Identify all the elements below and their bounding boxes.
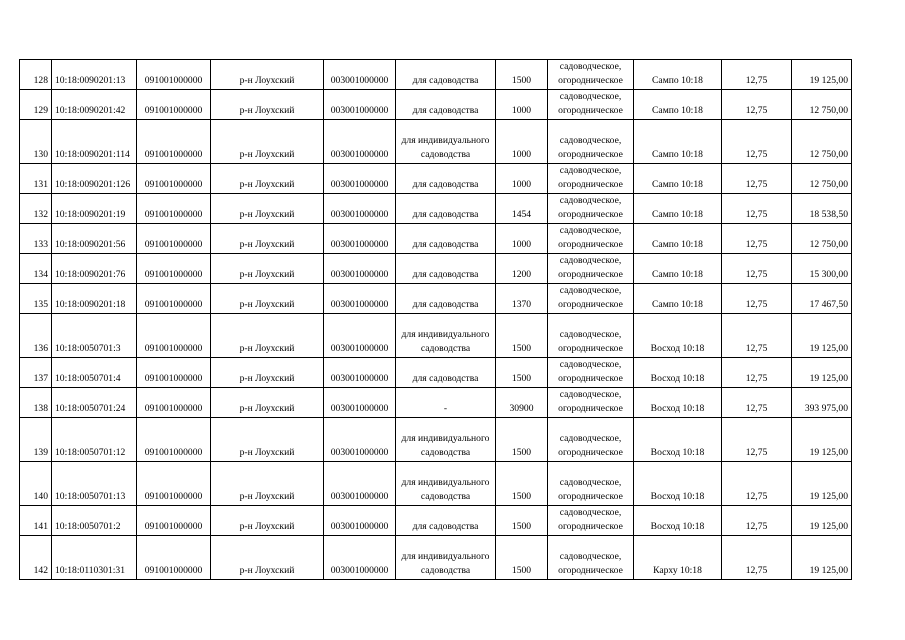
- territory-code-cell: 003001000000: [324, 358, 396, 388]
- cadastral-value-cell: 12 750,00: [792, 164, 852, 194]
- area-cell: 1500: [496, 462, 548, 506]
- permitted-use-cell: для садоводства: [396, 284, 496, 314]
- cadastral-number-cell: 10:18:0090201:56: [52, 224, 137, 254]
- area-cell: 1000: [496, 164, 548, 194]
- land-register-table: [19, 59, 852, 580]
- cadastral-zone-cell: Восход 10:18: [634, 462, 722, 506]
- okato-code-cell: 091001000000: [137, 418, 211, 462]
- table-row: [20, 462, 852, 506]
- cadastral-value-cell: 19 125,00: [792, 358, 852, 388]
- territory-code-cell: 003001000000: [324, 284, 396, 314]
- land-category-cell: садоводческое, огородническое: [548, 224, 634, 254]
- district-cell: р-н Лоухский: [211, 284, 324, 314]
- cadastral-zone-cell: Сампо 10:18: [634, 120, 722, 164]
- cadastral-zone-cell: Восход 10:18: [634, 506, 722, 536]
- district-cell: р-н Лоухский: [211, 462, 324, 506]
- cadastral-zone-cell: Сампо 10:18: [634, 254, 722, 284]
- row-number-cell: 141: [20, 506, 52, 536]
- row-number-cell: 131: [20, 164, 52, 194]
- territory-code-cell: 003001000000: [324, 224, 396, 254]
- table-row: [20, 284, 852, 314]
- okato-code-cell: 091001000000: [137, 194, 211, 224]
- specific-value-cell: 12,75: [722, 462, 792, 506]
- specific-value-cell: 12,75: [722, 358, 792, 388]
- table-row: [20, 194, 852, 224]
- district-cell: р-н Лоухский: [211, 388, 324, 418]
- district-cell: р-н Лоухский: [211, 120, 324, 164]
- permitted-use-cell: для садоводства: [396, 224, 496, 254]
- table-row: [20, 506, 852, 536]
- okato-code-cell: 091001000000: [137, 536, 211, 580]
- district-cell: р-н Лоухский: [211, 60, 324, 90]
- specific-value-cell: 12,75: [722, 164, 792, 194]
- area-cell: 1000: [496, 90, 548, 120]
- territory-code-cell: 003001000000: [324, 120, 396, 164]
- table-row: [20, 536, 852, 580]
- land-category-cell: садоводческое, огородническое: [548, 358, 634, 388]
- land-category-cell: садоводческое, огородническое: [548, 418, 634, 462]
- area-cell: 1000: [496, 224, 548, 254]
- cadastral-value-cell: 19 125,00: [792, 536, 852, 580]
- row-number-cell: 132: [20, 194, 52, 224]
- okato-code-cell: 091001000000: [137, 254, 211, 284]
- permitted-use-cell: для садоводства: [396, 60, 496, 90]
- cadastral-zone-cell: Сампо 10:18: [634, 164, 722, 194]
- cadastral-value-cell: 19 125,00: [792, 506, 852, 536]
- cadastral-zone-cell: Сампо 10:18: [634, 284, 722, 314]
- table-row: [20, 418, 852, 462]
- territory-code-cell: 003001000000: [324, 536, 396, 580]
- land-category-cell: садоводческое, огородническое: [548, 120, 634, 164]
- permitted-use-cell: для садоводства: [396, 358, 496, 388]
- table-row: [20, 60, 852, 90]
- specific-value-cell: 12,75: [722, 224, 792, 254]
- cadastral-value-cell: 12 750,00: [792, 90, 852, 120]
- specific-value-cell: 12,75: [722, 194, 792, 224]
- row-number-cell: 142: [20, 536, 52, 580]
- row-number-cell: 139: [20, 418, 52, 462]
- cadastral-number-cell: 10:18:0050701:12: [52, 418, 137, 462]
- cadastral-number-cell: 10:18:0090201:19: [52, 194, 137, 224]
- row-number-cell: 134: [20, 254, 52, 284]
- cadastral-number-cell: 10:18:0090201:126: [52, 164, 137, 194]
- territory-code-cell: 003001000000: [324, 254, 396, 284]
- territory-code-cell: 003001000000: [324, 388, 396, 418]
- cadastral-value-cell: 393 975,00: [792, 388, 852, 418]
- cadastral-zone-cell: Восход 10:18: [634, 358, 722, 388]
- specific-value-cell: 12,75: [722, 388, 792, 418]
- cadastral-zone-cell: Карху 10:18: [634, 536, 722, 580]
- specific-value-cell: 12,75: [722, 90, 792, 120]
- table-row: [20, 388, 852, 418]
- row-number-cell: 128: [20, 60, 52, 90]
- table-row: [20, 164, 852, 194]
- cadastral-zone-cell: Восход 10:18: [634, 418, 722, 462]
- row-number-cell: 140: [20, 462, 52, 506]
- district-cell: р-н Лоухский: [211, 314, 324, 358]
- cadastral-zone-cell: Сампо 10:18: [634, 224, 722, 254]
- specific-value-cell: 12,75: [722, 506, 792, 536]
- cadastral-zone-cell: Сампо 10:18: [634, 194, 722, 224]
- area-cell: 1500: [496, 314, 548, 358]
- cadastral-value-cell: 15 300,00: [792, 254, 852, 284]
- territory-code-cell: 003001000000: [324, 164, 396, 194]
- specific-value-cell: 12,75: [722, 314, 792, 358]
- land-category-cell: садоводческое, огородническое: [548, 284, 634, 314]
- cadastral-zone-cell: Восход 10:18: [634, 388, 722, 418]
- table-row: [20, 120, 852, 164]
- cadastral-number-cell: 10:18:0090201:114: [52, 120, 137, 164]
- district-cell: р-н Лоухский: [211, 194, 324, 224]
- row-number-cell: 138: [20, 388, 52, 418]
- permitted-use-cell: для садоводства: [396, 506, 496, 536]
- row-number-cell: 130: [20, 120, 52, 164]
- cadastral-number-cell: 10:18:0090201:42: [52, 90, 137, 120]
- land-category-cell: садоводческое, огородническое: [548, 60, 634, 90]
- okato-code-cell: 091001000000: [137, 314, 211, 358]
- cadastral-number-cell: 10:18:0110301:31: [52, 536, 137, 580]
- area-cell: 1500: [496, 418, 548, 462]
- row-number-cell: 136: [20, 314, 52, 358]
- district-cell: р-н Лоухский: [211, 418, 324, 462]
- permitted-use-cell: для садоводства: [396, 90, 496, 120]
- land-category-cell: садоводческое, огородническое: [548, 90, 634, 120]
- okato-code-cell: 091001000000: [137, 60, 211, 90]
- land-category-cell: садоводческое, огородническое: [548, 314, 634, 358]
- district-cell: р-н Лоухский: [211, 90, 324, 120]
- permitted-use-cell: для индивидуального садоводства: [396, 462, 496, 506]
- territory-code-cell: 003001000000: [324, 314, 396, 358]
- table-row: [20, 314, 852, 358]
- specific-value-cell: 12,75: [722, 60, 792, 90]
- area-cell: 30900: [496, 388, 548, 418]
- table-row: [20, 224, 852, 254]
- table-body: [20, 60, 852, 580]
- area-cell: 1200: [496, 254, 548, 284]
- specific-value-cell: 12,75: [722, 254, 792, 284]
- area-cell: 1500: [496, 60, 548, 90]
- permitted-use-cell: для индивидуального садоводства: [396, 536, 496, 580]
- cadastral-value-cell: 19 125,00: [792, 60, 852, 90]
- cadastral-number-cell: 10:18:0050701:3: [52, 314, 137, 358]
- okato-code-cell: 091001000000: [137, 120, 211, 164]
- land-category-cell: садоводческое, огородническое: [548, 194, 634, 224]
- land-category-cell: садоводческое, огородническое: [548, 164, 634, 194]
- cadastral-number-cell: 10:18:0050701:4: [52, 358, 137, 388]
- cadastral-value-cell: 19 125,00: [792, 462, 852, 506]
- row-number-cell: 137: [20, 358, 52, 388]
- cadastral-number-cell: 10:18:0090201:18: [52, 284, 137, 314]
- okato-code-cell: 091001000000: [137, 284, 211, 314]
- specific-value-cell: 12,75: [722, 418, 792, 462]
- district-cell: р-н Лоухский: [211, 506, 324, 536]
- area-cell: 1370: [496, 284, 548, 314]
- district-cell: р-н Лоухский: [211, 536, 324, 580]
- table-row: [20, 358, 852, 388]
- okato-code-cell: 091001000000: [137, 90, 211, 120]
- table-row: [20, 90, 852, 120]
- okato-code-cell: 091001000000: [137, 164, 211, 194]
- cadastral-zone-cell: Сампо 10:18: [634, 90, 722, 120]
- permitted-use-cell: для индивидуального садоводства: [396, 120, 496, 164]
- land-category-cell: садоводческое, огородническое: [548, 462, 634, 506]
- territory-code-cell: 003001000000: [324, 194, 396, 224]
- land-category-cell: садоводческое, огородническое: [548, 506, 634, 536]
- specific-value-cell: 12,75: [722, 120, 792, 164]
- district-cell: р-н Лоухский: [211, 358, 324, 388]
- cadastral-value-cell: 19 125,00: [792, 314, 852, 358]
- land-category-cell: садоводческое, огородническое: [548, 254, 634, 284]
- land-category-cell: садоводческое, огородническое: [548, 536, 634, 580]
- cadastral-number-cell: 10:18:0090201:76: [52, 254, 137, 284]
- district-cell: р-н Лоухский: [211, 254, 324, 284]
- okato-code-cell: 091001000000: [137, 388, 211, 418]
- land-category-cell: садоводческое, огородническое: [548, 388, 634, 418]
- territory-code-cell: 003001000000: [324, 60, 396, 90]
- okato-code-cell: 091001000000: [137, 462, 211, 506]
- cadastral-number-cell: 10:18:0090201:13: [52, 60, 137, 90]
- permitted-use-cell: -: [396, 388, 496, 418]
- area-cell: 1500: [496, 506, 548, 536]
- cadastral-number-cell: 10:18:0050701:24: [52, 388, 137, 418]
- cadastral-number-cell: 10:18:0050701:2: [52, 506, 137, 536]
- permitted-use-cell: для индивидуального садоводства: [396, 418, 496, 462]
- okato-code-cell: 091001000000: [137, 224, 211, 254]
- cadastral-value-cell: 18 538,50: [792, 194, 852, 224]
- territory-code-cell: 003001000000: [324, 462, 396, 506]
- permitted-use-cell: для садоводства: [396, 164, 496, 194]
- cadastral-value-cell: 12 750,00: [792, 224, 852, 254]
- territory-code-cell: 003001000000: [324, 418, 396, 462]
- permitted-use-cell: для садоводства: [396, 254, 496, 284]
- area-cell: 1500: [496, 358, 548, 388]
- row-number-cell: 135: [20, 284, 52, 314]
- cadastral-zone-cell: Восход 10:18: [634, 314, 722, 358]
- specific-value-cell: 12,75: [722, 536, 792, 580]
- district-cell: р-н Лоухский: [211, 224, 324, 254]
- row-number-cell: 133: [20, 224, 52, 254]
- okato-code-cell: 091001000000: [137, 358, 211, 388]
- specific-value-cell: 12,75: [722, 284, 792, 314]
- area-cell: 1500: [496, 536, 548, 580]
- permitted-use-cell: для садоводства: [396, 194, 496, 224]
- area-cell: 1000: [496, 120, 548, 164]
- cadastral-number-cell: 10:18:0050701:13: [52, 462, 137, 506]
- cadastral-value-cell: 12 750,00: [792, 120, 852, 164]
- territory-code-cell: 003001000000: [324, 90, 396, 120]
- cadastral-value-cell: 19 125,00: [792, 418, 852, 462]
- district-cell: р-н Лоухский: [211, 164, 324, 194]
- permitted-use-cell: для индивидуального садоводства: [396, 314, 496, 358]
- okato-code-cell: 091001000000: [137, 506, 211, 536]
- cadastral-zone-cell: Сампо 10:18: [634, 60, 722, 90]
- cadastral-value-cell: 17 467,50: [792, 284, 852, 314]
- area-cell: 1454: [496, 194, 548, 224]
- territory-code-cell: 003001000000: [324, 506, 396, 536]
- row-number-cell: 129: [20, 90, 52, 120]
- table-row: [20, 254, 852, 284]
